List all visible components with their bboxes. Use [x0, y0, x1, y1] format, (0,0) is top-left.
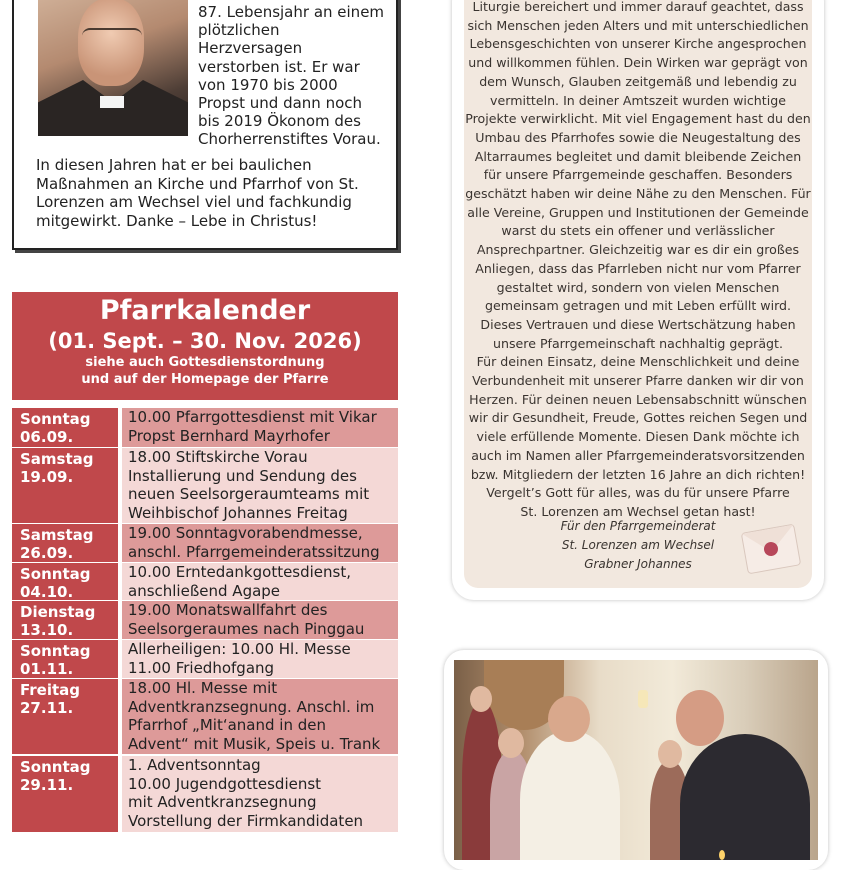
event-photo: [454, 660, 818, 860]
calendar-event: 19.00 Sonntagvorabendmesse, anschl. Pfarrgemeinderatssitzung: [122, 524, 398, 562]
letter-line: Lebensgeschichten von unserer Kirche angesprochen: [469, 36, 807, 52]
letter-signature: Für den Pfarrgemeinderat St. Lorenzen am Wechsel Grabner Johannes: [560, 519, 716, 571]
letter-line: Altarraumes begleitet und damit bleibende Zeichen: [474, 148, 802, 164]
letter-line: Vergelt’s Gott für alles, was du für unsere Pfarre: [486, 485, 790, 501]
letter-line: bzw. Mitgliedern der letzten 16 Jahre an dich richten!: [470, 466, 806, 482]
calendar-row: [12, 408, 398, 447]
obituary-text-right: [198, 3, 394, 149]
calendar-day: Sonntag 29.11.: [12, 756, 118, 832]
letter-line: und willkommen fühlen. Dein Wirken war geprägt von: [468, 55, 808, 71]
text-line: 87. Lebensjahr an einem: [198, 3, 385, 21]
calendar-day: Samstag 26.09.: [12, 524, 118, 562]
letter-line: dem Wunsch, Glauben zeitgemäß und lebendig zu: [479, 73, 797, 89]
calendar-day: Sonntag 04.10.: [12, 563, 118, 600]
calendar-day: Sonntag 06.09.: [12, 408, 118, 447]
text-line: plötzlichen: [198, 21, 280, 40]
letter-line: wir dir Gesundheit, Freude, Gottes reichen Segen und: [468, 410, 808, 426]
text-line: In diesen Jahren hat er bei baulichen: [36, 156, 312, 174]
calendar-subtitle-2: und auf der Homepage der Pfarre: [81, 372, 329, 387]
calendar-event: 10.00 Pfarrgottesdienst mit Vikar Propst Bernhard Mayrhofer: [122, 408, 398, 447]
calendar-event: 1. Adventsonntag 10.00 Jugendgottesdienst mit Adventkranzsegnung Vorstellung der Firmkandidaten: [122, 756, 398, 832]
calendar-event: 18.00 Hl. Messe mit Adventkranzsegnung. Anschl. im Pfarrhof „Mit‘anand in den Advent“ mit Musik, Speis u. Trank: [122, 679, 398, 754]
text-line: Maßnahmen an Kirche und Pfarrhof von St.: [36, 174, 359, 193]
calendar-event: Allerheiligen: 10.00 Hl. Messe 11.00 Friedhofgang: [122, 640, 398, 678]
letter-text: [464, 0, 812, 522]
obituary-box: [12, 0, 398, 250]
calendar-event: 18.00 Stiftskirche Vorau Installierung und Sendung des neuen Seelsorgeraumteams mit Weihbischof Johannes Freitag: [122, 448, 398, 523]
text-line: mitgewirkt. Danke – Lebe in Christus!: [36, 211, 318, 230]
calendar-header: [12, 292, 398, 400]
letter-line: für unsere Pfarrgemeinde geschaffen. Besonders: [483, 167, 793, 183]
letter-line: auch im Namen aller Pfarrgemeinderatsvorsitzenden: [471, 447, 805, 463]
calendar-row: [12, 756, 398, 832]
calendar-day: Samstag 19.09.: [12, 448, 118, 523]
portrait-photo: [38, 0, 188, 136]
calendar-row: [12, 524, 398, 562]
letter-line: gestaltet wird, sondern von vielen Menschen: [496, 279, 780, 295]
letter-line: warst du stets ein offener und verlässlicher: [501, 223, 775, 239]
letter-background: [464, 0, 812, 588]
text-line: Lorenzen am Wechsel viel und fachkundig: [36, 193, 352, 212]
obituary-text-bottom: [36, 156, 388, 230]
letter-line: St. Lorenzen am Wechsel getan hast!: [520, 503, 756, 519]
letter-line: viele erfüllende Momente. Diesen Dank möchte ich: [476, 429, 800, 445]
letter-line: Für deinen Einsatz, deine Menschlichkeit und deine: [476, 354, 800, 370]
calendar-subtitle-1: siehe auch Gottesdienstordnung: [85, 355, 325, 370]
calendar-row: [12, 640, 398, 678]
letter-line: Umbau des Pfarrhofes sowie die Neugestaltung des: [475, 129, 801, 145]
calendar-event: 10.00 Erntedankgottesdienst, anschließend Agape: [122, 563, 398, 600]
calendar-title: Pfarrkalender: [99, 295, 311, 326]
letter-line: Liturgie bereichert und immer darauf geachtet, dass: [472, 0, 804, 14]
calendar-event: 19.00 Monatswallfahrt des Seelsorgeraumes nach Pinggau: [122, 601, 398, 639]
calendar-period: (01. Sept. – 30. Nov. 2026): [48, 329, 362, 353]
text-line: von 1970 bis 2000: [198, 75, 338, 94]
calendar-row: [12, 563, 398, 600]
text-line: Propst und dann noch: [198, 94, 363, 113]
text-line: Chorherrenstiftes Vorau.: [198, 130, 381, 149]
text-line: Herzversagen: [198, 39, 303, 58]
event-photo-card: [444, 650, 828, 870]
calendar-day: Sonntag 01.11.: [12, 640, 118, 678]
calendar-day: Freitag 27.11.: [12, 679, 118, 754]
letter-line: Projekte verwirklicht. Mit viel Engagement hast du den: [465, 111, 811, 127]
text-line: verstorben ist. Er war: [198, 57, 360, 76]
letter-line: Verbundenheit mit unserer Pfarre danken wir dir von: [472, 373, 804, 389]
calendar-day: Dienstag 13.10.: [12, 601, 118, 639]
calendar-row: [12, 448, 398, 523]
letter-line: alle Vereine, Gruppen und Institutionen der Gemeinde: [467, 204, 809, 220]
letter-line: gemeinsam getragen und mit Leben erfüllt wird.: [484, 298, 792, 314]
text-line: bis 2019 Ökonom des: [198, 112, 361, 131]
letter-line: Dieses Vertrauen und diese Wertschätzung haben: [480, 316, 796, 332]
calendar-row: [12, 601, 398, 639]
letter-line: Ansprechpartner. Gleichzeitig war es dir ein großes: [476, 242, 800, 258]
letter-line: Herzen. Für deinen neuen Lebensabschnitt wünschen: [469, 391, 807, 407]
calendar-row: [12, 679, 398, 754]
letter-line: geschätzt haben wir deine Nähe zu den Menschen. Für: [465, 186, 811, 202]
letter-line: vermitteln. In deiner Amtszeit wurden wichtige: [490, 92, 786, 108]
letter-line: sich Menschen jeden Alters und mit unterschiedlichen: [467, 17, 809, 33]
letter-line: unsere Pfarrgemeinschaft nachhaltig geprägt.: [493, 335, 783, 351]
letter-line: Anliegen, dass das Pfarrleben nicht nur vom Pfarrer: [475, 260, 801, 276]
thank-you-letter-card: [452, 0, 824, 600]
